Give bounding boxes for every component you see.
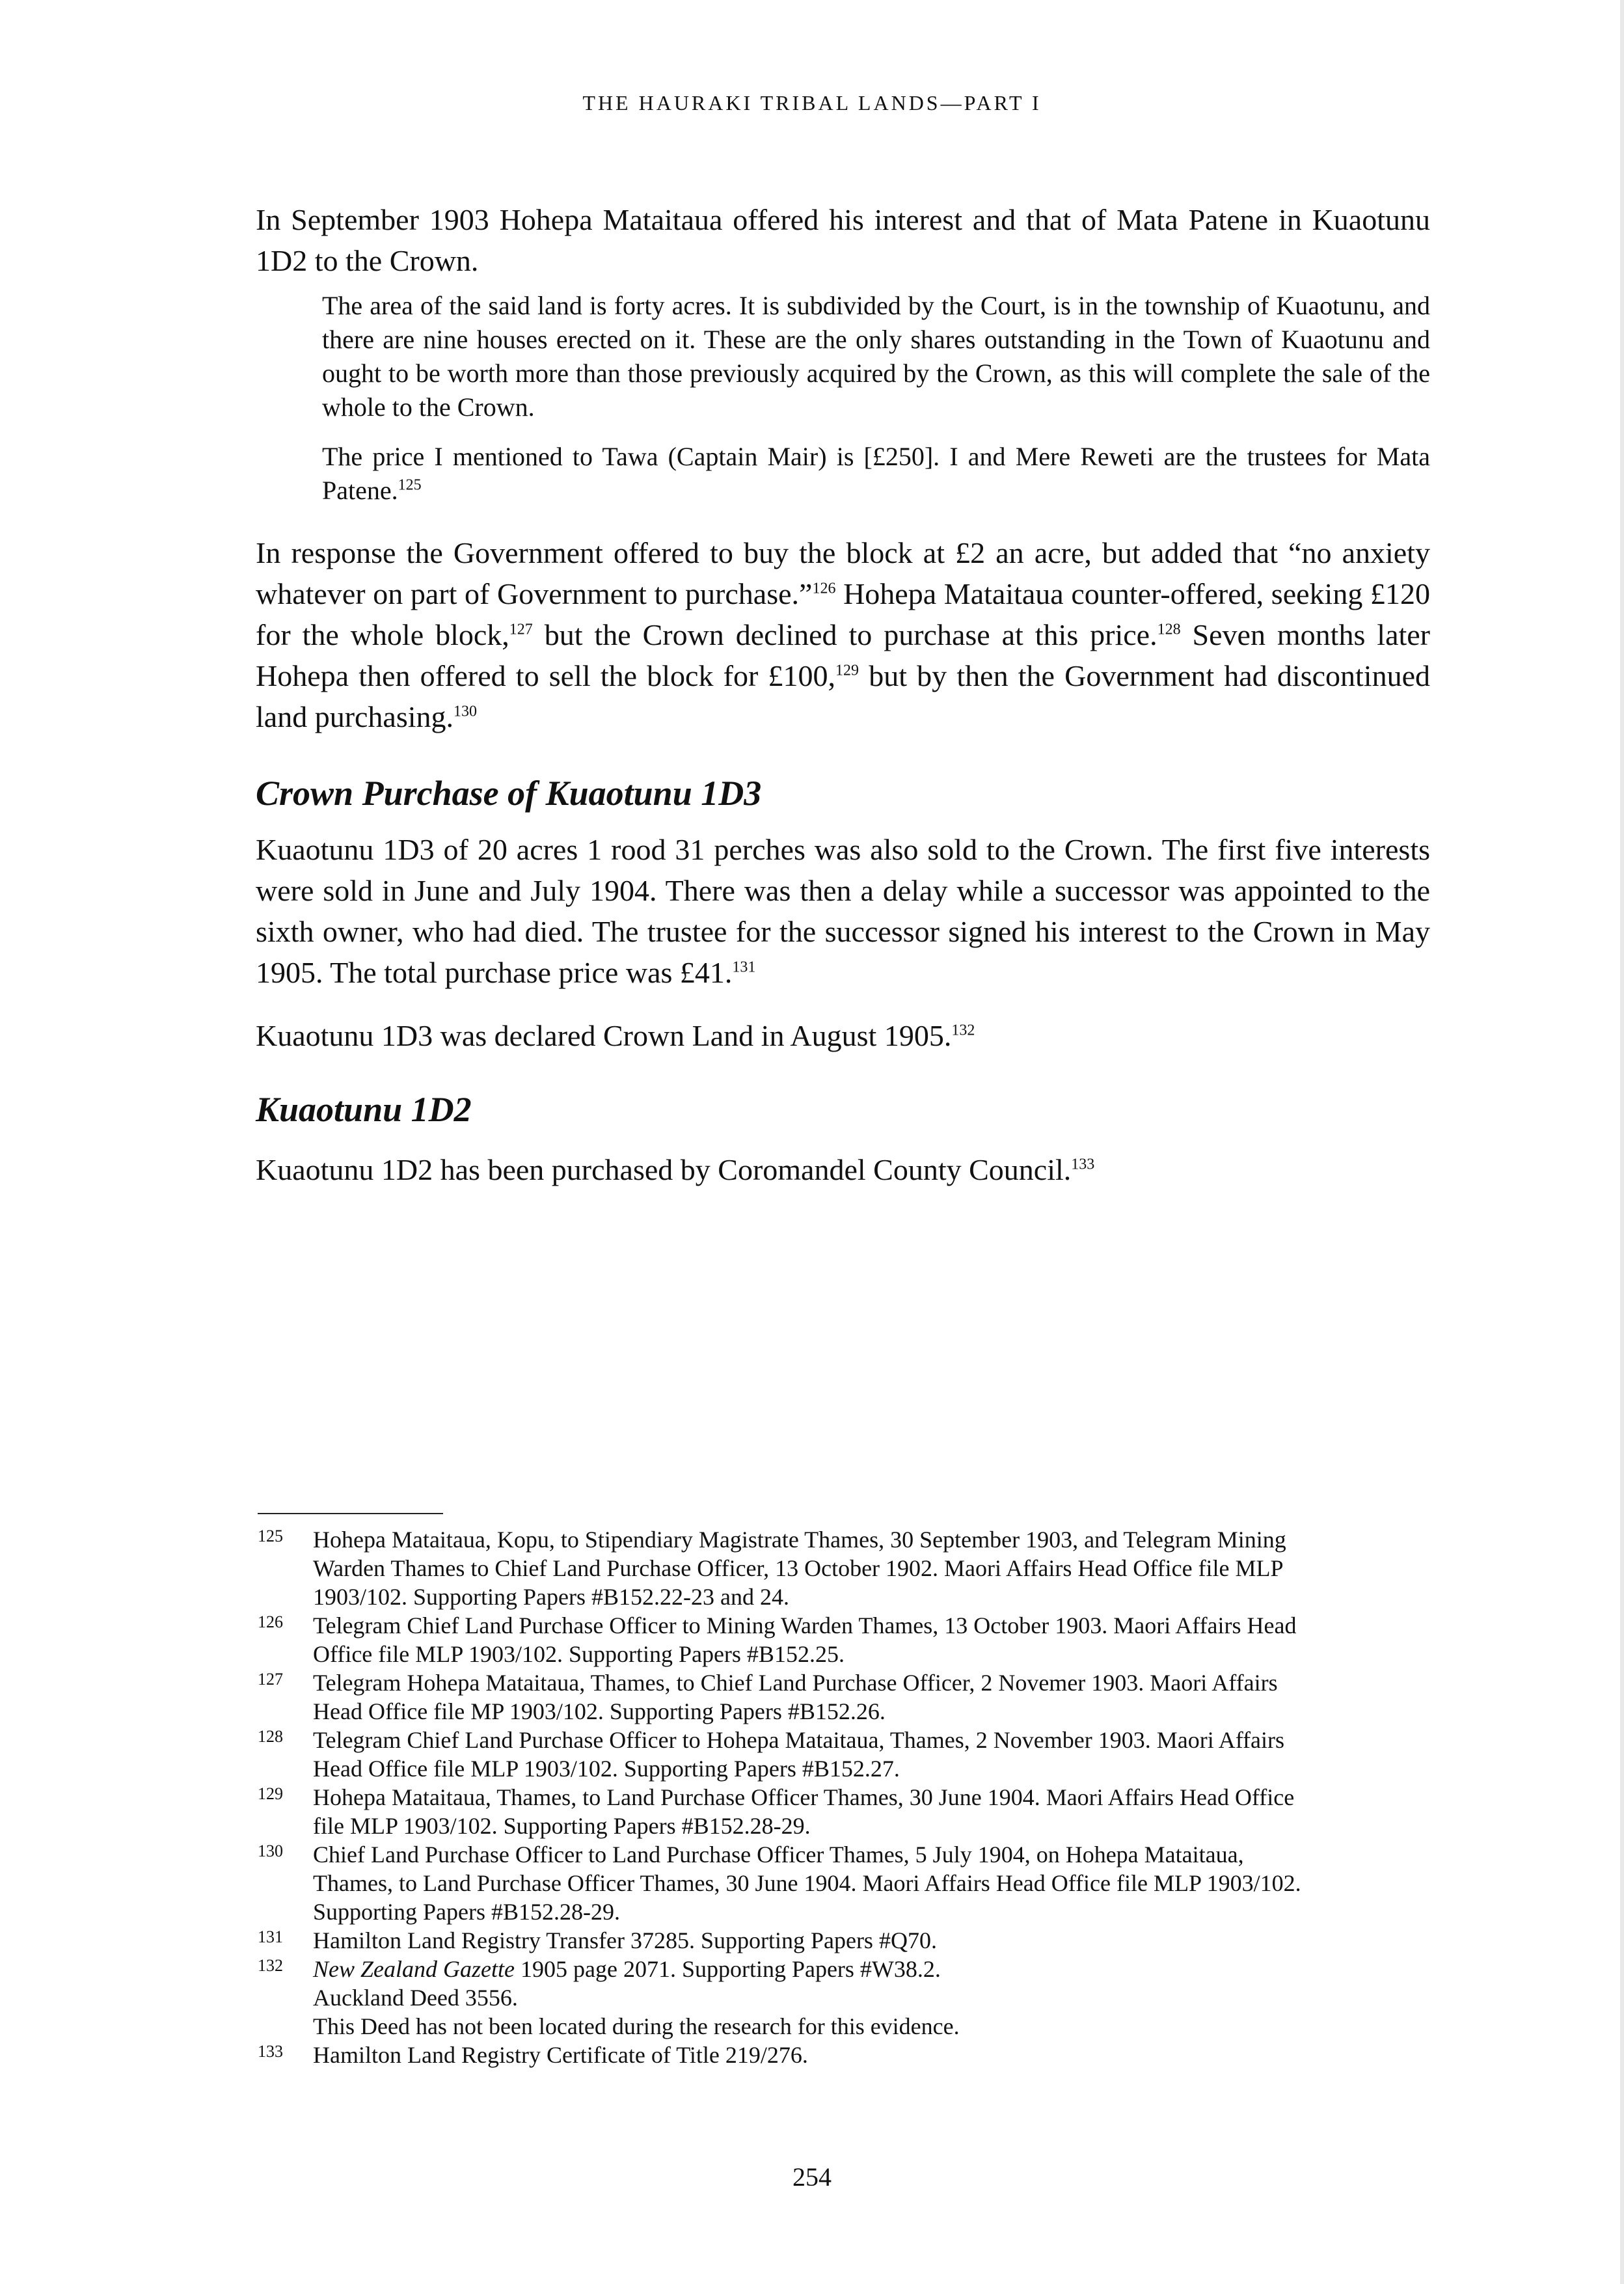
- footnote-ref-128: 128: [1157, 621, 1181, 638]
- response-text-5: but by then the Government had discontinued land purchasing.: [256, 659, 1430, 733]
- footnote-item: [258, 1783, 1429, 1840]
- footnote-line: [313, 1955, 1429, 1983]
- footnote-ref-131: 131: [732, 958, 756, 976]
- paragraph-1d3-text: Kuaotunu 1D3 of 20 acres 1 rood 31 perches was also sold to the Crown. The first five interests were sold in June and July 1904. There was then a delay while a successor was appointed to the sixth owner, who had died. The trustee for the successor signed his interest to the Crown in May 1905. The total purchase price was £41.: [256, 833, 1430, 989]
- scan-edge: [1620, 0, 1624, 2284]
- paragraph-1d2-text: Kuaotunu 1D2 has been purchased by Coromandel County Council.: [256, 1153, 1072, 1186]
- footnote-number: 130: [258, 1842, 283, 1860]
- response-text-1: In response the Government offered to buy the block at £2 an acre, but added that “no anxiety whatever on part of Government to purchase.”: [256, 536, 1430, 610]
- page-number: 254: [792, 2162, 832, 2192]
- paragraph-declared: [256, 1015, 1430, 1056]
- running-head: THE HAURAKI TRIBAL LANDS—PART I: [582, 91, 1042, 115]
- footnote-line: Hohepa Mataitaua, Thames, to Land Purchase Officer Thames, 30 June 1904. Maori Affairs Head Office: [313, 1784, 1295, 1810]
- footnote-item: [258, 1668, 1429, 1726]
- footnote-item: [258, 1840, 1429, 1926]
- footnote-line: file MLP 1903/102. Supporting Papers #B152.28-29.: [313, 1813, 811, 1839]
- paragraph-declared-text: Kuaotunu 1D3 was declared Crown Land in August 1905.: [256, 1019, 952, 1052]
- footnote-line: Office file MLP 1903/102. Supporting Papers #B152.25.: [313, 1641, 845, 1667]
- footnote-line: Head Office file MLP 1903/102. Supporting Papers #B152.27.: [313, 1756, 900, 1782]
- footnote-line: Chief Land Purchase Officer to Land Purchase Officer Thames, 5 July 1904, on Hohepa Mataitaua,: [313, 1842, 1244, 1868]
- footnote-item: [258, 1926, 1429, 1955]
- footnote-item: [258, 2041, 1429, 2069]
- footnote-line: Thames, to Land Purchase Officer Thames, 30 June 1904. Maori Affairs Head Office file MLP 1903/102.: [313, 1870, 1301, 1896]
- footnote-item: [258, 1525, 1429, 1611]
- response-text-2: Hohepa Mataitaua counter-offered, seeking £120 for the whole block,: [256, 577, 1430, 651]
- footnote-divider: [258, 1513, 443, 1514]
- block-quote-2: [322, 440, 1430, 508]
- block-quote-1: The area of the said land is forty acres. It is subdivided by the Court, is in the township of Kuaotunu, and there are nine houses erected on it. These are the only shares outstanding in the Town of Kuaotunu and ought to be worth more than those previously acquired by the Crown, as this will complete the sale of the whole to the Crown.: [322, 291, 1430, 422]
- footnote-line: Auckland Deed 3556.: [313, 1985, 518, 2011]
- footnote-number: 126: [258, 1612, 283, 1631]
- footnote-line-rest: 1905 page 2071. Supporting Papers #W38.2.: [514, 1956, 941, 1982]
- footnotes: [258, 1525, 1429, 2069]
- footnote-line: Hamilton Land Registry Transfer 37285. Supporting Papers #Q70.: [313, 1927, 937, 1953]
- footnote-ref-133: 133: [1071, 1156, 1095, 1173]
- footnote-number: 131: [258, 1927, 283, 1946]
- paragraph-1d2: [256, 1149, 1430, 1190]
- footnote-ref-130: 130: [453, 703, 478, 720]
- footnote-ref-127: 127: [509, 621, 533, 638]
- footnote-line: Supporting Papers #B152.28-29.: [313, 1899, 620, 1925]
- footnote-ref-129: 129: [835, 662, 859, 679]
- footnote-line: Warden Thames to Chief Land Purchase Officer, 13 October 1902. Maori Affairs Head Office file MLP: [313, 1555, 1284, 1581]
- paragraph-response: [256, 532, 1430, 737]
- footnote-line: Hamilton Land Registry Certificate of Title 219/276.: [313, 2042, 808, 2068]
- response-text-4: Seven months later Hohepa then offered to sell the block for £100,: [256, 618, 1431, 692]
- footnote-item: [258, 1726, 1429, 1783]
- footnote-italic-title: New Zealand Gazette: [313, 1956, 515, 1982]
- footnote-line: Telegram Hohepa Mataitaua, Thames, to Chief Land Purchase Officer, 2 Novemer 1903. Maori Affairs: [313, 1670, 1278, 1696]
- footnote-line: Hohepa Mataitaua, Kopu, to Stipendiary Magistrate Thames, 30 September 1903, and Telegram Mining: [313, 1527, 1286, 1553]
- footnote-number: 132: [258, 1956, 283, 1975]
- footnote-line: Telegram Chief Land Purchase Officer to Mining Warden Thames, 13 October 1903. Maori Affairs Head: [313, 1612, 1297, 1638]
- footnote-number: 128: [258, 1727, 283, 1746]
- section-heading-crown-purchase: Crown Purchase of Kuaotunu 1D3: [256, 774, 762, 813]
- footnote-line: This Deed has not been located during the research for this evidence.: [313, 2013, 960, 2039]
- paragraph-1d3: [256, 829, 1430, 993]
- response-text-3: but the Crown declined to purchase at this price.: [532, 618, 1157, 651]
- footnote-ref-132: 132: [951, 1022, 975, 1039]
- footnote-line: Head Office file MP 1903/102. Supporting Papers #B152.26.: [313, 1698, 886, 1724]
- section-heading-kuaotunu-1d2: Kuaotunu 1D2: [256, 1090, 472, 1129]
- footnote-ref-125: 125: [398, 476, 422, 494]
- footnote-ref-126: 126: [812, 580, 836, 597]
- footnote-item: [258, 1611, 1429, 1668]
- block-quote-2-text: The price I mentioned to Tawa (Captain Mair) is [£250]. I and Mere Reweti are the trustees for Mata Patene.: [322, 442, 1430, 505]
- footnote-number: 127: [258, 1670, 283, 1689]
- footnote-item: [258, 1955, 1429, 2041]
- footnote-line: 1903/102. Supporting Papers #B152.22-23 and 24.: [313, 1584, 789, 1610]
- paragraph-intro: In September 1903 Hohepa Mataitaua offered his interest and that of Mata Patene in Kuaotunu 1D2 to the Crown.: [256, 203, 1430, 277]
- footnote-number: 125: [258, 1527, 283, 1545]
- footnote-number: 133: [258, 2042, 283, 2061]
- footnote-number: 129: [258, 1784, 283, 1803]
- footnote-line: Telegram Chief Land Purchase Officer to Hohepa Mataitaua, Thames, 2 November 1903. Maori Affairs: [313, 1727, 1285, 1753]
